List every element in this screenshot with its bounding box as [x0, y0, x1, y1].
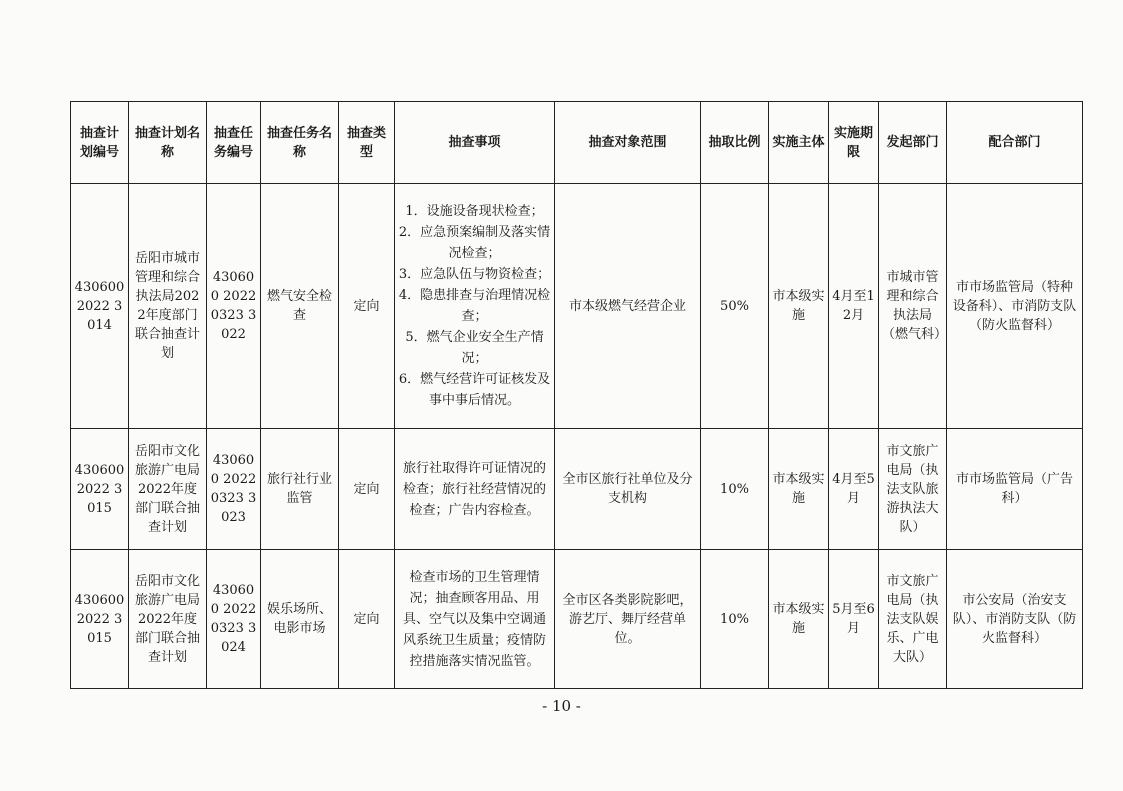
- check-items-cell: [395, 184, 555, 429]
- task-name-cell: 娱乐场所、电影市场: [261, 550, 339, 689]
- check-item: 1．设施设备现状检查；: [405, 204, 544, 219]
- header-cell: 抽取比例: [701, 102, 769, 184]
- plan-name-cell: 岳阳市城市管理和综合执法局2022年度部门联合抽查计划: [129, 184, 207, 429]
- header-cell: 发起部门: [879, 102, 947, 184]
- plan-number-cell: 430600 2022 3015: [71, 429, 129, 550]
- scope-cell: 市本级燃气经营企业: [555, 184, 701, 429]
- task-name-cell: 燃气安全检查: [261, 184, 339, 429]
- check-type-cell: 定向: [339, 429, 395, 550]
- scope-cell: 全市区各类影院影吧，游艺厅、舞厅经营单位。: [555, 550, 701, 689]
- partner-cell: 市市场监管局（广告科）: [947, 429, 1083, 550]
- table-row: [71, 429, 1083, 550]
- header-cell: 实施主体: [769, 102, 829, 184]
- header-cell: 抽查计划编号: [71, 102, 129, 184]
- check-item: 2．应急预案编制及落实情况检查；: [398, 225, 551, 261]
- initiator-cell: 市城市管理和综合执法局（燃气科）: [879, 184, 947, 429]
- period-cell: 4月至12月: [829, 184, 879, 429]
- header-cell: 抽查任务编号: [207, 102, 261, 184]
- header-cell: 配合部门: [947, 102, 1083, 184]
- task-number-cell: 430600 20220323 3023: [207, 429, 261, 550]
- period-cell: 5月至6月: [829, 550, 879, 689]
- check-type-cell: 定向: [339, 550, 395, 689]
- partner-cell: 市公安局（治安支队）、市消防支队（防火监督科）: [947, 550, 1083, 689]
- header-cell: 实施期限: [829, 102, 879, 184]
- spot-check-plan-table: [70, 101, 1083, 689]
- plan-number-cell: 430600 2022 3015: [71, 550, 129, 689]
- ratio-cell: 10%: [701, 550, 769, 689]
- executor-cell: 市本级实施: [769, 184, 829, 429]
- ratio-cell: 10%: [701, 429, 769, 550]
- executor-cell: 市本级实施: [769, 429, 829, 550]
- table-row: [71, 184, 1083, 429]
- partner-cell: 市市场监管局（特种设备科）、市消防支队（防火监督科）: [947, 184, 1083, 429]
- plan-name-cell: 岳阳市文化旅游广电局2022年度部门联合抽查计划: [129, 550, 207, 689]
- check-item: 6．燃气经营许可证核发及事中事后情况。: [398, 372, 551, 408]
- check-items-cell: [395, 429, 555, 550]
- table-row: [71, 550, 1083, 689]
- check-type-cell: 定向: [339, 184, 395, 429]
- ratio-cell: 50%: [701, 184, 769, 429]
- check-item: 旅行社取得许可证情况的检查；旅行社经营情况的检查；广告内容检查。: [402, 460, 546, 518]
- check-item: 4．隐患排查与治理情况检查；: [398, 288, 551, 324]
- period-cell: 4月至5月: [829, 429, 879, 550]
- table-header-row: [71, 102, 1083, 184]
- header-cell: 抽查对象范围: [555, 102, 701, 184]
- header-cell: 抽查任务名称: [261, 102, 339, 184]
- check-item: 检查市场的卫生管理情况；抽查顾客用品、用具、空气以及集中空调通风系统卫生质量；疫情防控措施落实情况监管。: [402, 569, 546, 669]
- initiator-cell: 市文旅广电局（执法支队娱乐、广电大队）: [879, 550, 947, 689]
- header-cell: 抽查类型: [339, 102, 395, 184]
- check-item: 3．应急队伍与物资检查；: [398, 267, 551, 282]
- task-name-cell: 旅行社行业监管: [261, 429, 339, 550]
- scope-cell: 全市区旅行社单位及分支机构: [555, 429, 701, 550]
- executor-cell: 市本级实施: [769, 550, 829, 689]
- header-cell: 抽查计划名称: [129, 102, 207, 184]
- initiator-cell: 市文旅广电局（执法支队旅游执法大队）: [879, 429, 947, 550]
- header-cell: 抽查事项: [395, 102, 555, 184]
- check-item: 5．燃气企业安全生产情况；: [405, 330, 544, 366]
- plan-number-cell: 430600 2022 3014: [71, 184, 129, 429]
- page-number: - 10 -: [542, 697, 581, 715]
- task-number-cell: 430600 20220323 3024: [207, 550, 261, 689]
- plan-name-cell: 岳阳市文化旅游广电局2022年度部门联合抽查计划: [129, 429, 207, 550]
- task-number-cell: 430600 20220323 3022: [207, 184, 261, 429]
- check-items-cell: [395, 550, 555, 689]
